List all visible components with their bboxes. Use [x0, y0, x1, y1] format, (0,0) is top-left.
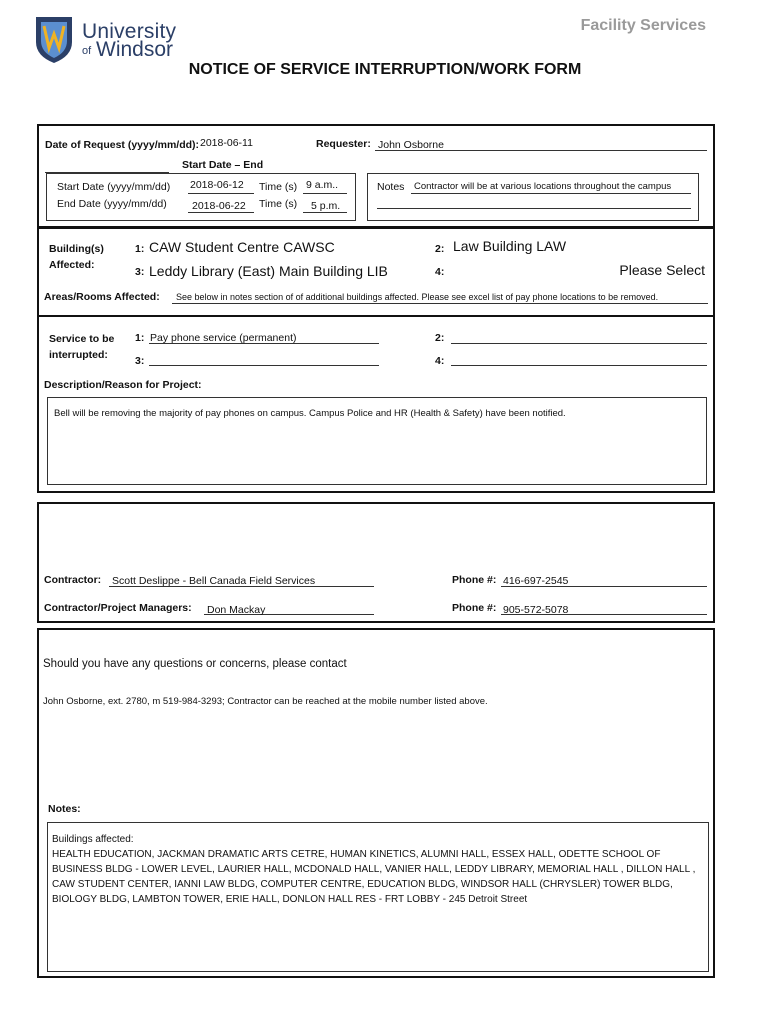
- areas-rooms-field[interactable]: See below in notes section of of additional buildings affected. Please see excel list of pay phone locations to be removed.: [176, 292, 659, 302]
- notes-field[interactable]: Contractor will be at various locations throughout the campus: [414, 181, 672, 192]
- logo-university-text: University: [82, 20, 177, 43]
- end-date-field[interactable]: 2018-06-22: [192, 200, 246, 212]
- buildings-service-panel: [37, 227, 715, 493]
- service-3-number: 3:: [135, 355, 145, 367]
- notes-underline-2: [377, 208, 691, 209]
- end-time-underline: [303, 212, 347, 213]
- buildings-label-line2: Affected:: [49, 259, 95, 271]
- notes-underline-1: [411, 193, 691, 194]
- start-date-label: Start Date (yyyy/mm/dd): [57, 181, 171, 193]
- start-date-field[interactable]: 2018-06-12: [190, 179, 244, 191]
- notes-heading: Buildings affected:: [52, 834, 134, 845]
- start-end-heading: Start Date – End: [182, 159, 264, 171]
- start-time-label: Time (s): [259, 181, 298, 193]
- managers-label: Contractor/Project Managers:: [44, 602, 192, 614]
- areas-rooms-label: Areas/Rooms Affected:: [44, 291, 160, 303]
- description-text: Bell will be removing the majority of pay phones on campus. Campus Police and HR (Health & Safety) have been notified.: [54, 408, 566, 419]
- service-1-field[interactable]: Pay phone service (permanent): [150, 332, 297, 344]
- requester-label: Requester:: [316, 138, 371, 150]
- university-shield-logo: [34, 14, 74, 64]
- contractor-panel: [37, 502, 715, 623]
- start-time-field[interactable]: 9 a.m..: [306, 179, 339, 191]
- department-name: Facility Services: [580, 17, 706, 34]
- building-4-number: 4:: [435, 266, 445, 278]
- requester-field[interactable]: John Osborne: [378, 139, 444, 151]
- description-box[interactable]: [47, 397, 707, 485]
- service-1-number: 1:: [135, 332, 145, 344]
- end-time-field[interactable]: 5 p.m.: [311, 200, 341, 212]
- date-of-request-label: Date of Request (yyyy/mm/dd):: [45, 139, 200, 151]
- description-label: Description/Reason for Project:: [44, 379, 202, 391]
- areas-underline: [172, 303, 708, 304]
- end-date-underline: [188, 212, 254, 213]
- buildings-section: [39, 229, 713, 317]
- phone-1-label: Phone #:: [452, 574, 497, 586]
- service-label-line2: interrupted:: [49, 349, 108, 361]
- phone-2-label: Phone #:: [452, 602, 497, 614]
- building-2-number: 2:: [435, 243, 445, 255]
- notes-box: [367, 173, 699, 221]
- managers-field[interactable]: Don Mackay: [207, 604, 266, 616]
- service-4-field[interactable]: [451, 365, 707, 366]
- notes-label: Notes: [377, 181, 405, 193]
- building-3-number: 3:: [135, 266, 145, 278]
- dates-box: [46, 173, 356, 221]
- building-1-select[interactable]: CAW Student Centre CAWSC: [149, 239, 335, 255]
- service-4-number: 4:: [435, 355, 445, 367]
- service-2-field[interactable]: [451, 343, 707, 344]
- service-3-field[interactable]: [149, 365, 379, 366]
- start-date-underline: [188, 193, 254, 194]
- notes-textarea[interactable]: [47, 822, 709, 972]
- contractor-field[interactable]: Scott Deslippe - Bell Canada Field Services: [112, 575, 316, 587]
- contact-details: John Osborne, ext. 2780, m 519-984-3293; Contractor can be reached at the mobile number listed above.: [43, 696, 488, 707]
- service-2-number: 2:: [435, 332, 445, 344]
- phone-2-field[interactable]: 905-572-5078: [503, 604, 569, 616]
- phone-1-field[interactable]: 416-697-2545: [503, 575, 569, 587]
- logo-windsor-text: Windsor: [96, 38, 174, 61]
- contractor-label: Contractor:: [44, 574, 102, 586]
- building-4-select[interactable]: Please Select: [619, 262, 705, 278]
- logo-of-text: of: [82, 45, 92, 57]
- notes-section-label: Notes:: [48, 803, 81, 815]
- contact-panel: [37, 628, 715, 978]
- building-2-select[interactable]: Law Building LAW: [453, 238, 567, 254]
- request-panel: [37, 124, 715, 228]
- date-of-request-field[interactable]: 2018-06-11: [200, 137, 253, 149]
- building-1-number: 1:: [135, 243, 145, 255]
- notes-body: HEALTH EDUCATION, JACKMAN DRAMATIC ARTS CETRE, HUMAN KINETICS, ALUMNI HALL, ESSEX HALL, ODETTE SCHOOL OF BUSINESS BLDG - LOWER LEVEL, LAURIER HALL, MCDONALD HALL, VANIER HALL, LEDDY LIBRARY, MEMORIAL HALL , DILLON HALL , CAW STUDENT CENTER, IANNI LAW BLDG, COMPUTER CENTRE, EDUCATION BLDG, WINDSOR HALL (CHRYSLER) TOWER BLDG, BIOLOGY BLDG, LAMBTON TOWER, ERIE HALL, DONLON HALL RES - FRT LOBBY - 245 Detroit Street: [52, 849, 696, 905]
- form-title: NOTICE OF SERVICE INTERRUPTION/WORK FORM: [188, 61, 582, 78]
- end-date-label: End Date (yyyy/mm/dd): [57, 198, 167, 210]
- building-3-select[interactable]: Leddy Library (East) Main Building LIB: [149, 263, 388, 279]
- buildings-label-line1: Building(s): [49, 243, 104, 255]
- contact-intro: Should you have any questions or concerns, please contact: [43, 658, 347, 670]
- service-label-line1: Service to be: [49, 333, 115, 345]
- end-time-label: Time (s): [259, 198, 298, 210]
- start-time-underline: [303, 193, 347, 194]
